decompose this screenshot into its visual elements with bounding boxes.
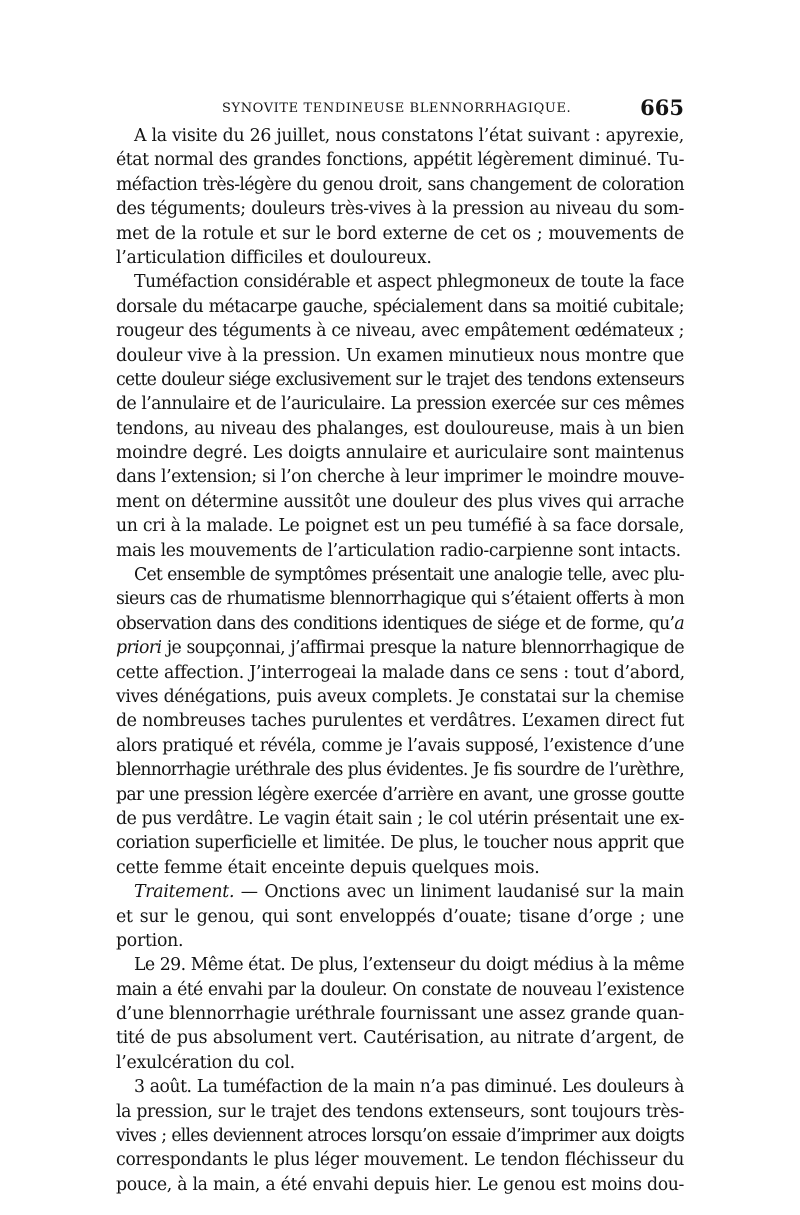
text-line	[116, 465, 684, 489]
text-line	[116, 978, 684, 1002]
text-line	[116, 807, 684, 831]
text-run: la pression, sur le trajet des tendons extenseurs, sont toujours très-	[116, 1101, 684, 1122]
text-run: alors pratiqué et révéla, comme je l’avais supposé, l’existence d’une	[116, 735, 684, 756]
text-run: ment on détermine aussitôt une douleur des plus vives qui arrache	[116, 491, 684, 512]
text-run: moindre degré. Les doigts annulaire et auriculaire sont maintenus	[116, 443, 684, 464]
text-run: vives ; elles deviennent atroces lorsqu’on essaie d’imprimer aux doigts	[116, 1126, 684, 1147]
text-line	[116, 953, 684, 977]
text-line	[116, 856, 684, 880]
text-run: cette femme était enceinte depuis quelques mois.	[116, 857, 540, 878]
text-run: 3 août. La tuméfaction de la main n’a pas diminué. Les douleurs à	[134, 1077, 684, 1098]
paragraph	[116, 953, 684, 1075]
text-line	[116, 783, 684, 807]
text-line	[116, 905, 684, 929]
text-run: sieurs cas de rhumatisme blennorrhagique qui s’étaient offerts à mon	[116, 589, 684, 610]
running-head	[116, 95, 684, 123]
text-line	[116, 124, 684, 148]
text-run: rougeur des téguments à ce niveau, avec empâtement œdémateux ;	[116, 321, 684, 342]
text-line	[116, 514, 684, 538]
text-run: état normal des grandes fonctions, appétit légèrement diminué. Tu-	[116, 150, 684, 171]
text-line	[116, 758, 684, 782]
text-line	[116, 368, 684, 392]
text-line	[116, 1100, 684, 1124]
paragraph	[116, 270, 684, 563]
paragraph	[116, 1075, 684, 1197]
text-run: correspondants le plus léger mouvement. Le tendon fléchisseur du	[116, 1150, 684, 1171]
text-run: mais les mouvements de l’articulation radio-carpienne sont intacts.	[116, 540, 681, 561]
italic-text: Traitement.	[134, 882, 235, 903]
text-line	[116, 441, 684, 465]
text-run: Le 29. Même état. De plus, l’extenseur du doigt médius à la même	[134, 955, 684, 976]
text-line	[116, 344, 684, 368]
text-line	[116, 1002, 684, 1026]
text-line	[116, 636, 684, 660]
page-number: 665	[640, 95, 684, 120]
running-title: SYNOVITE TENDINEUSE BLENNORRHAGIQUE.	[222, 101, 572, 116]
text-line	[116, 173, 684, 197]
text-line	[116, 1173, 684, 1197]
text-run: vives dénégations, puis aveux complets. Je constatai sur la chemise	[116, 686, 684, 707]
text-run: un cri à la malade. Le poignet est un peu tuméfié à sa face dorsale,	[116, 516, 684, 537]
italic-text: a	[674, 613, 684, 634]
text-run: tendons, au niveau des phalanges, est douloureuse, mais à un bien	[116, 418, 684, 439]
text-run: cette douleur siége exclusivement sur le trajet des tendons extenseurs	[116, 369, 684, 390]
text-run: dorsale du métacarpe gauche, spécialement dans sa moitié cubitale;	[116, 296, 684, 317]
text-line	[116, 148, 684, 172]
text-line	[116, 1051, 684, 1075]
text-run: douleur vive à la pression. Un examen minutieux nous montre que	[116, 345, 684, 366]
text-run: de l’annulaire et de l’auriculaire. La pression exercée sur ces mêmes	[116, 394, 684, 415]
paragraph	[116, 563, 684, 880]
text-line	[116, 929, 684, 953]
text-line	[116, 319, 684, 343]
text-line	[116, 392, 684, 416]
text-run: A la visite du 26 juillet, nous constatons l’état suivant : apyrexie,	[134, 126, 685, 146]
text-run: blennorrhagie uréthrale des plus évidentes. Je fis sourdre de l’urèthre,	[116, 760, 684, 781]
paragraph	[116, 124, 684, 270]
text-run: l’exulcération du col.	[116, 1052, 295, 1073]
text-line	[116, 246, 684, 270]
text-run: cette affection. J’interrogeai la malade dans ce sens : tout d’abord,	[116, 662, 685, 683]
text-line	[116, 563, 684, 587]
text-run: de nombreuses taches purulentes et verdâtres. L’examen direct fut	[116, 711, 684, 732]
paragraph	[116, 880, 684, 953]
text-run: par une pression légère exercée d’arrière en avant, une grosse goutte	[116, 784, 684, 805]
italic-text: priori	[116, 638, 162, 659]
text-line	[116, 1026, 684, 1050]
text-run: met de la rotule et sur le bord externe de cet os ; mouvements de	[116, 223, 684, 244]
text-line	[116, 417, 684, 441]
text-line	[116, 587, 684, 611]
text-run: dans l’extension; si l’on cherche à leur imprimer le moindre mouve-	[116, 467, 684, 488]
text-run: je soupçonnai, j’affirmai presque la nature blennorrhagique de	[161, 638, 684, 659]
text-run: d’une blennorrhagie uréthrale fournissant une assez grande quan-	[116, 1004, 685, 1025]
text-run: des téguments; douleurs très-vives à la pression au niveau du som-	[116, 199, 684, 220]
text-run: pouce, à la main, a été envahi depuis hier. Le genou est moins dou-	[116, 1174, 684, 1195]
text-line	[116, 1075, 684, 1099]
text-run: méfaction très-légère du genou droit, sans changement de coloration	[116, 174, 684, 195]
text-run: de pus verdâtre. Le vagin était sain ; le col utérin présentait une ex-	[116, 808, 684, 829]
text-run: et sur le genou, qui sont enveloppés d’ouate; tisane d’orge ; une	[116, 906, 684, 927]
text-line	[116, 685, 684, 709]
text-line	[116, 661, 684, 685]
body-text	[116, 124, 684, 1197]
text-run: l’articulation difficiles et douloureux.	[116, 247, 432, 268]
text-run: main a été envahi par la douleur. On constate de nouveau l’existence	[116, 979, 684, 1000]
text-run: coriation superficielle et limitée. De plus, le toucher nous apprit que	[116, 833, 684, 854]
text-run: Tuméfaction considérable et aspect phlegmoneux de toute la face	[134, 272, 684, 293]
text-line	[116, 270, 684, 294]
text-run: observation dans des conditions identiques de siége et de forme, qu’	[116, 613, 675, 634]
text-line	[116, 1124, 684, 1148]
text-run: — Onctions avec un liniment laudanisé sur la main	[234, 882, 684, 903]
text-line	[116, 222, 684, 246]
text-line	[116, 295, 684, 319]
text-run: tité de pus absolument vert. Cautérisation, au nitrate d’argent, de	[116, 1028, 684, 1049]
text-line	[116, 880, 684, 904]
text-line	[116, 734, 684, 758]
text-line	[116, 709, 684, 733]
text-line	[116, 197, 684, 221]
text-line	[116, 612, 684, 636]
text-run: Cet ensemble de symptômes présentait une analogie telle, avec plu-	[134, 565, 684, 586]
text-line	[116, 831, 684, 855]
text-run: portion.	[116, 930, 184, 951]
text-line	[116, 539, 684, 563]
text-line	[116, 490, 684, 514]
text-line	[116, 1148, 684, 1172]
